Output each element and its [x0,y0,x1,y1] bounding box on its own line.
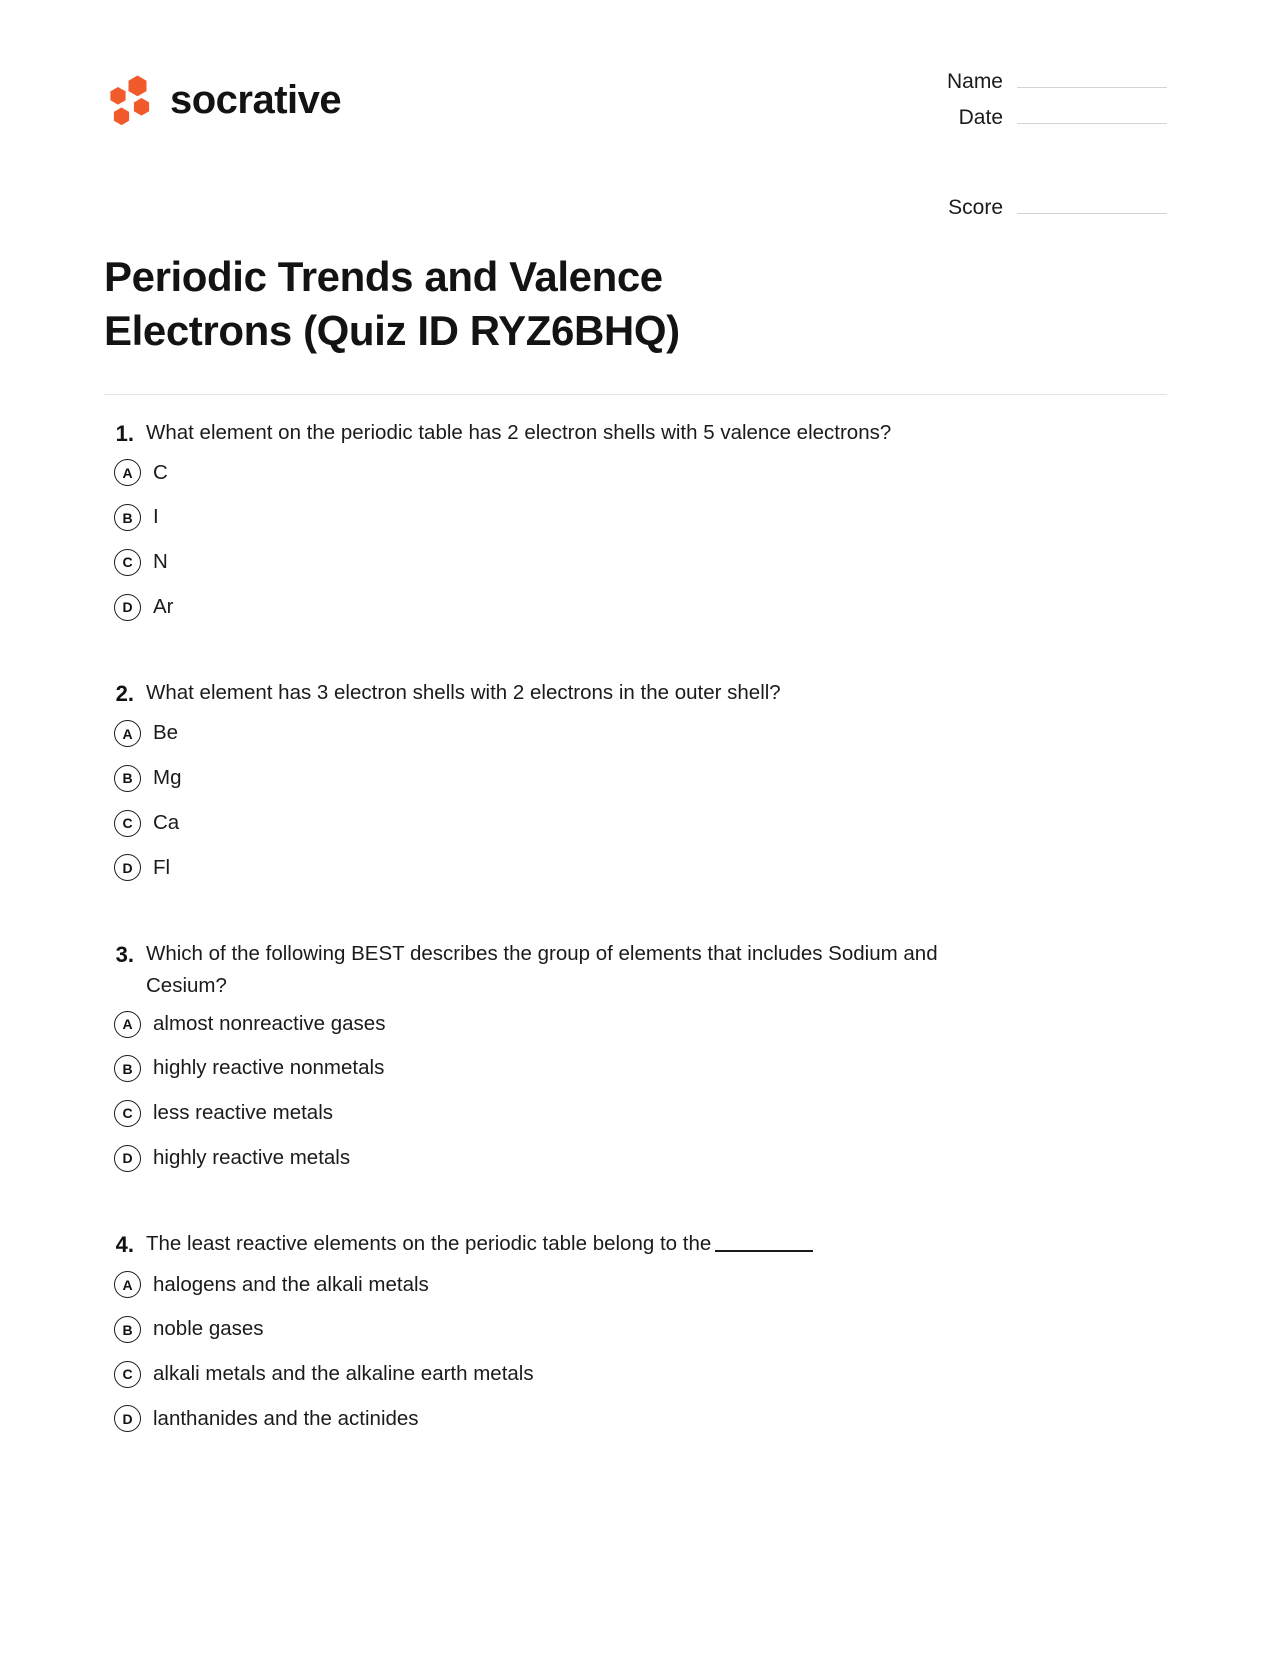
student-meta-block [925,62,1167,232]
choice-option[interactable] [104,1405,1167,1434]
choice-option[interactable] [104,809,1167,838]
question-item [104,677,1167,882]
choice-bubble[interactable]: C [114,810,141,837]
choice-bubble[interactable]: A [114,1271,141,1298]
question-number: 1. [115,420,134,446]
question-text-value: What element has 3 electron shells with 2 electrons in the outer shell? [146,681,781,705]
name-input-line[interactable] [1017,71,1167,88]
choice-text: almost nonreactive gases [153,1011,386,1035]
question-header [104,417,1167,451]
brand-name: socrative [170,78,342,122]
name-row [925,70,1167,94]
choice-bubble[interactable]: B [114,504,141,531]
choice-option[interactable] [104,1099,1167,1128]
questions-list [0,395,1275,1434]
date-label: Date [958,106,1003,129]
choice-list [104,719,1167,882]
choice-option[interactable] [104,1360,1167,1389]
hexagon-cluster-icon [104,74,156,126]
date-input-line[interactable] [1017,107,1167,124]
question-item [104,938,1167,1172]
choice-bubble[interactable]: D [114,1405,141,1432]
question-header [104,938,1167,1002]
choice-text: C [153,460,168,484]
fill-in-blank[interactable] [715,1250,813,1252]
choice-text: noble gases [153,1317,264,1341]
choice-option[interactable] [104,854,1167,883]
choice-option[interactable] [104,1144,1167,1173]
choice-option[interactable] [104,1010,1167,1039]
question-text [146,677,781,709]
date-row [925,106,1167,130]
choice-text: lanthanides and the actinides [153,1406,419,1430]
title-area [0,232,1275,358]
choice-text: Mg [153,766,182,790]
question-number: 4. [115,1232,134,1258]
choice-option[interactable] [104,764,1167,793]
choice-text: Ca [153,810,180,834]
choice-bubble[interactable]: C [114,549,141,576]
page-header [0,0,1275,232]
socrative-logo [104,62,341,126]
choice-list [104,1010,1167,1173]
choice-list [104,459,1167,622]
choice-option[interactable] [104,1315,1167,1344]
question-item [104,1228,1167,1433]
choice-text: less reactive metals [153,1101,334,1125]
choice-option[interactable] [104,1054,1167,1083]
choice-option[interactable] [104,593,1167,622]
choice-text: Ar [153,594,174,618]
choice-bubble[interactable]: B [114,1055,141,1082]
choice-bubble[interactable]: B [114,765,141,792]
choice-option[interactable] [104,548,1167,577]
question-text-value: The least reactive elements on the periodic table belong to the [146,1232,712,1256]
choice-bubble[interactable]: B [114,1316,141,1343]
question-item [104,417,1167,622]
question-number: 3. [115,942,134,968]
question-text-value: What element on the periodic table has 2 electron shells with 5 valence electrons? [146,420,892,444]
question-number: 2. [115,681,134,707]
choice-option[interactable] [104,503,1167,532]
choice-text: alkali metals and the alkaline earth metals [153,1361,534,1385]
score-row [925,196,1167,220]
choice-bubble[interactable]: A [114,459,141,486]
choice-bubble[interactable]: C [114,1100,141,1127]
choice-bubble[interactable]: C [114,1361,141,1388]
choice-bubble[interactable]: D [114,594,141,621]
choice-text: N [153,549,168,573]
choice-option[interactable] [104,719,1167,748]
choice-text: halogens and the alkali metals [153,1272,429,1296]
choice-bubble[interactable]: D [114,854,141,881]
question-text-value: Which of the following BEST describes the group of elements that includes Sodium and Cesium? [146,942,938,997]
question-header [104,677,1167,711]
choice-bubble[interactable]: A [114,720,141,747]
score-input-line[interactable] [1017,197,1167,214]
choice-text: I [153,505,159,529]
choice-text: Be [153,721,179,745]
choice-bubble[interactable]: A [114,1011,141,1038]
question-header [104,1228,1167,1262]
choice-text: highly reactive nonmetals [153,1056,385,1080]
score-label: Score [948,196,1003,219]
question-text [146,1228,813,1260]
question-text [146,938,996,1002]
choice-bubble[interactable]: D [114,1145,141,1172]
choice-option[interactable] [104,1271,1167,1300]
question-text [146,417,891,449]
choice-list [104,1271,1167,1434]
choice-text: highly reactive metals [153,1145,351,1169]
choice-option[interactable] [104,459,1167,488]
page-title: Periodic Trends and Valence Electrons (Quiz ID RYZ6BHQ) [104,253,680,354]
choice-text: Fl [153,855,171,879]
name-label: Name [946,70,1003,93]
